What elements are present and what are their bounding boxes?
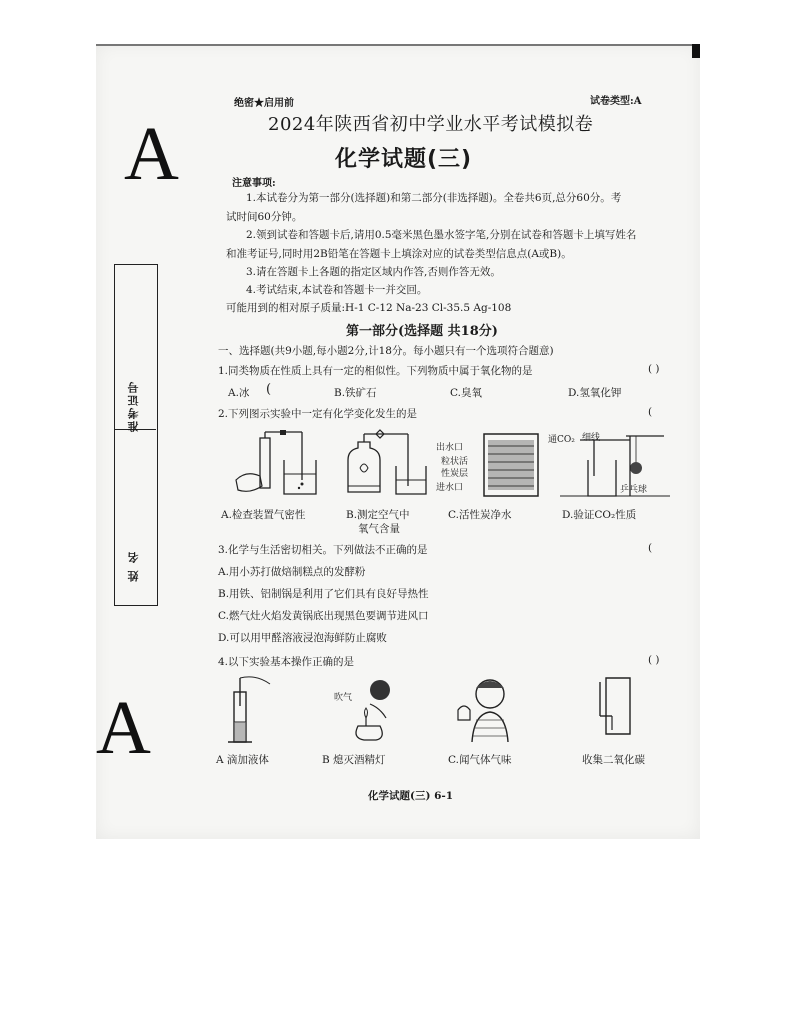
part1-instruction: 一、选择题(共9小题,每小题2分,计18分。每小题只有一个选项符合题意) [218, 345, 554, 357]
page-top-edge [96, 44, 700, 46]
q3-stem: 3.化学与生活密切相关。下列做法不正确的是 [218, 544, 428, 556]
confidential-label: 绝密★启用前 [234, 98, 294, 109]
q2-figure-a [232, 430, 322, 500]
q2-option-b-line1: B.测定空气中 [346, 509, 410, 521]
candidate-name-label: 姓 名 [127, 550, 140, 582]
q2-option-b-line2: 氧气含量 [358, 523, 400, 535]
q3-option-d: D.可以用甲醛溶液浸泡海鲜防止腐败 [218, 632, 387, 644]
q2-stem: 2.下列图示实验中一定有化学变化发生的是 [218, 408, 418, 420]
fig-c-carbon-label-2: 性炭层 [441, 469, 469, 479]
paper-type-letter-bottom: A [96, 686, 151, 770]
pencil-mark: ( [266, 382, 272, 397]
page-footer: 化学试题(三) 6-1 [368, 790, 454, 802]
q2-option-c: C.活性炭净水 [448, 509, 512, 521]
part1-title: 第一部分(选择题 共18分) [346, 324, 498, 339]
q2-figure-b [340, 430, 430, 500]
q4-stem: 4.以下实验基本操作正确的是 [218, 656, 355, 668]
q4-answer-paren: ( ) [648, 654, 660, 666]
paper-type-label: 试卷类型:A [590, 96, 642, 107]
q4-option-b: B 熄灭酒精灯 [322, 754, 386, 766]
q3-answer-paren: ( [648, 542, 653, 554]
q1-option-b: B.铁矿石 [334, 387, 377, 399]
q2-figure-c [482, 432, 542, 498]
q3-option-c: C.燃气灶火焰发黄锅底出现黑色要调节进风口 [218, 610, 429, 622]
candidate-id-label: 准考证号 [127, 380, 140, 432]
exam-title: 2024年陕西省初中学业水平考试模拟卷 [268, 114, 594, 135]
q3-option-a: A.用小苏打做焙制糕点的发酵粉 [218, 566, 366, 578]
q4-figure-d [586, 676, 636, 744]
q4-figure-b-label: 吹气 [334, 693, 353, 703]
fig-c-inlet-label: 进水口 [436, 483, 464, 493]
q4-figure-a [222, 676, 272, 744]
q1-option-c: C.臭氧 [450, 387, 482, 399]
fig-c-outlet-label: 出水口 [436, 443, 464, 453]
notice-item-2a: 2.领到试卷和答题卡后,请用0.5毫米黑色墨水签字笔,分别在试卷和答题卡上填写姓名 [246, 229, 637, 241]
q1-option-d: D.氢氧化钾 [568, 387, 622, 399]
q4-figure-c [454, 676, 518, 744]
q1-answer-paren: ( ) [648, 363, 660, 375]
fig-d-wire-label: 细线 [582, 433, 601, 443]
q1-option-a: A.冰 [228, 387, 250, 399]
q3-option-b: B.用铁、铝制锅是利用了它们具有良好导热性 [218, 588, 429, 600]
notice-heading: 注意事项: [232, 178, 276, 189]
subject-title: 化学试题(三) [335, 147, 473, 172]
q2-answer-paren: ( [648, 406, 653, 418]
notice-item-1a: 1.本试卷分为第一部分(选择题)和第二部分(非选择题)。全卷共6页,总分60分。考 [246, 192, 622, 204]
q4-figure-b [340, 676, 400, 742]
fig-c-carbon-label-1: 粒状活 [441, 457, 469, 467]
notice-item-4: 4.考试结束,本试卷和答题卡一并交回。 [246, 284, 428, 296]
q2-option-a: A.检查装置气密性 [221, 509, 306, 521]
q4-option-c: C.闻气体气味 [448, 754, 512, 766]
q2-figure-d [560, 430, 670, 498]
fig-d-co2-label: 通CO₂ [548, 435, 575, 445]
atomic-masses: 可能用到的相对原子质量:H-1 C-12 Na-23 Cl-35.5 Ag-108 [226, 302, 512, 314]
notice-item-3: 3.请在答题卡上各题的指定区域内作答,否则作答无效。 [246, 266, 501, 278]
paper-type-letter-top: A [124, 112, 179, 196]
q1-stem: 1.同类物质在性质上具有一定的相似性。下列物质中属于氧化物的是 [218, 365, 533, 377]
corner-mark [692, 44, 700, 58]
notice-item-1b: 试时间60分钟。 [226, 211, 303, 223]
q4-option-a: A 滴加液体 [216, 754, 269, 766]
q2-option-d: D.验证CO₂性质 [562, 509, 637, 521]
notice-item-2b: 和准考证号,同时用2B铅笔在答题卡上填涂对应的试卷类型信息点(A或B)。 [226, 248, 572, 260]
q4-option-d: 收集二氧化碳 [582, 754, 645, 766]
fig-d-ball-label: 乒乓球 [620, 485, 648, 495]
